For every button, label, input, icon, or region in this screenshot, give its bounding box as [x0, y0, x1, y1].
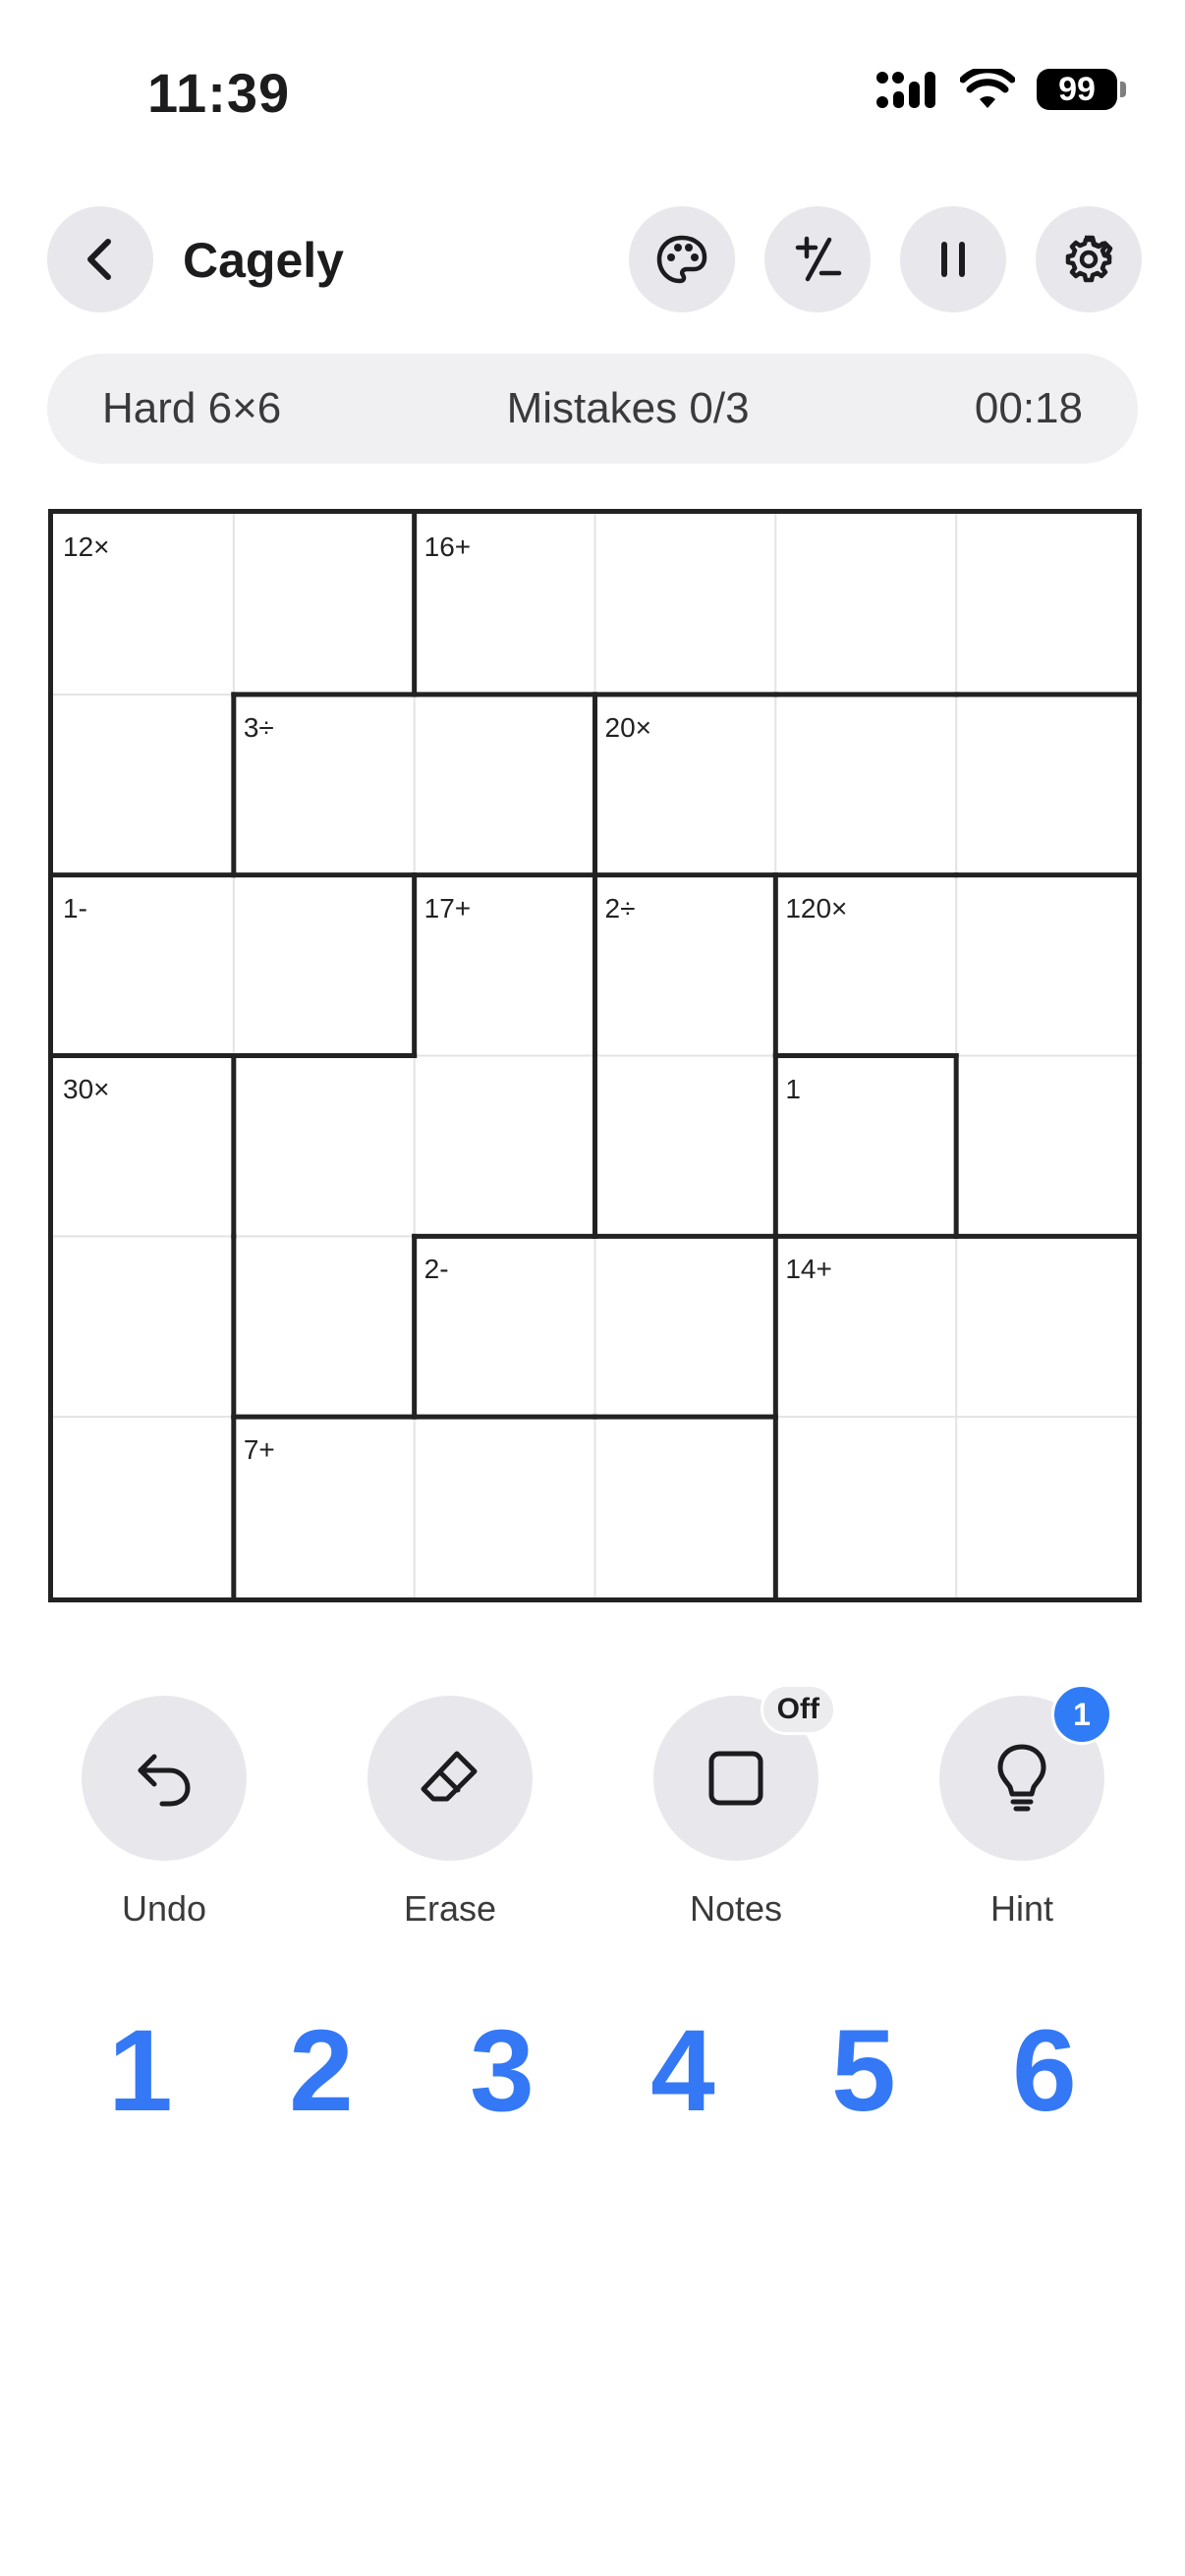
board-cell-r6c1[interactable] [53, 1417, 234, 1597]
board-cell-r1c6[interactable] [956, 514, 1137, 695]
settings-button[interactable] [1036, 206, 1142, 312]
hint-count-badge: 1 [1051, 1684, 1112, 1745]
board-cell-r5c4[interactable] [595, 1236, 776, 1417]
mistakes-counter: Mistakes 0/3 [506, 384, 750, 432]
battery-cap [1120, 82, 1126, 97]
chevron-left-icon [81, 236, 120, 283]
cage-label: 12× [63, 532, 110, 562]
undo-tool[interactable] [81, 1696, 248, 1930]
board-cell-r6c4[interactable] [595, 1417, 776, 1597]
board-cell-r6c3[interactable] [415, 1417, 595, 1597]
notes-tool[interactable] [652, 1693, 819, 1930]
erase-label: Erase [403, 1888, 497, 1929]
wifi-icon [960, 69, 1015, 110]
eraser-icon [418, 1746, 482, 1811]
pause-button[interactable] [900, 206, 1006, 312]
gear-icon [1063, 234, 1114, 285]
plus-minus-button[interactable] [764, 206, 871, 312]
erase-tool[interactable] [367, 1696, 534, 1930]
undo-button[interactable] [82, 1696, 247, 1861]
board-cell-r3c2[interactable] [234, 875, 415, 1056]
cage-label: 20× [604, 711, 651, 743]
cage-label: 3÷ [243, 711, 274, 743]
cage-label: 7+ [243, 1434, 275, 1466]
board-cell-r1c4[interactable] [595, 514, 776, 695]
number-key-6[interactable]: 6 [1012, 2006, 1077, 2136]
number-key-5[interactable]: 5 [831, 2006, 896, 2136]
number-key-4[interactable]: 4 [650, 2006, 715, 2136]
board-cell-r4c5[interactable] [775, 1056, 956, 1237]
board-cell-r4c3[interactable] [415, 1056, 595, 1237]
number-pad [47, 2004, 1138, 2138]
battery-level: 99 [1037, 69, 1117, 110]
board-cell-r3c6[interactable] [956, 875, 1137, 1056]
plus-minus-icon [790, 232, 845, 287]
palette-icon [654, 232, 709, 287]
difficulty-label: Hard 6×6 [102, 384, 282, 432]
cage-label: 17+ [423, 892, 472, 924]
cage-label: 30× [63, 1073, 110, 1104]
board-cell-r4c6[interactable] [956, 1056, 1137, 1237]
board-cell-r4c4[interactable] [595, 1056, 776, 1237]
status-indicators [875, 69, 1126, 110]
hint-button[interactable] [939, 1696, 1104, 1861]
board-cell-r5c2[interactable] [234, 1236, 415, 1417]
board-grid [53, 514, 1137, 1597]
cage-label: 2÷ [604, 892, 636, 924]
cage-label: 2- [423, 1254, 449, 1285]
board-cell-r5c6[interactable] [956, 1236, 1137, 1417]
board-cell-r2c5[interactable] [775, 695, 956, 875]
hint-tool[interactable] [938, 1696, 1105, 1930]
timer: 00:18 [974, 384, 1083, 432]
cage-label: 1 [785, 1073, 801, 1104]
puzzle-board[interactable] [48, 509, 1142, 1602]
board-cell-r6c5[interactable] [775, 1417, 956, 1597]
board-cell-r1c5[interactable] [775, 514, 956, 695]
theme-button[interactable] [629, 206, 735, 312]
board-cell-r5c1[interactable] [53, 1236, 234, 1417]
game-info-bar [47, 354, 1138, 464]
cellular-signal-icon [875, 70, 938, 109]
board-cell-r4c2[interactable] [234, 1056, 415, 1237]
board-cell-r2c3[interactable] [415, 695, 595, 875]
battery-indicator [1037, 69, 1126, 110]
cage-label: 120× [785, 892, 848, 924]
notes-label: Notes [689, 1888, 783, 1929]
notes-square-icon [706, 1749, 765, 1808]
lightbulb-icon [994, 1743, 1049, 1814]
erase-button[interactable] [367, 1696, 533, 1861]
status-time: 11:39 [147, 62, 291, 124]
board-cell-r6c6[interactable] [956, 1417, 1137, 1597]
undo-icon [133, 1747, 196, 1810]
board-cell-r2c6[interactable] [956, 695, 1137, 875]
board-cell-r2c1[interactable] [53, 695, 234, 875]
cage-label: 16+ [423, 532, 472, 562]
notes-button[interactable] [653, 1693, 819, 1861]
number-key-1[interactable]: 1 [108, 2006, 173, 2136]
app-title: Cagely [183, 233, 344, 288]
undo-label: Undo [121, 1888, 207, 1929]
number-key-3[interactable]: 3 [470, 2006, 535, 2136]
back-button[interactable] [47, 206, 153, 312]
cage-label: 14+ [785, 1254, 832, 1285]
number-key-2[interactable]: 2 [289, 2006, 354, 2136]
cage-label: 1- [63, 892, 87, 924]
pause-icon [933, 238, 973, 281]
board-cell-r1c2[interactable] [234, 514, 415, 695]
notes-off-badge: Off [761, 1684, 836, 1735]
hint-label: Hint [989, 1888, 1054, 1929]
